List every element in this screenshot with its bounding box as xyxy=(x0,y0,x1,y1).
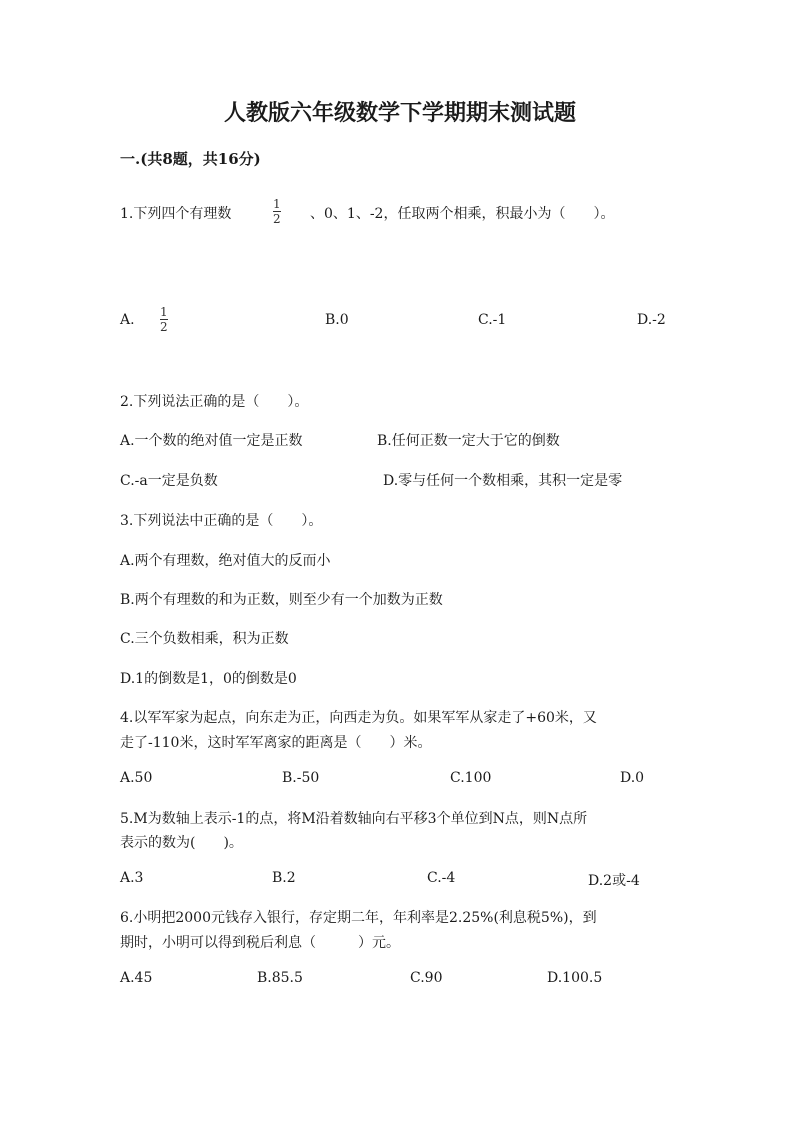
question-1-fraction xyxy=(273,198,281,226)
option-b: B.-50 xyxy=(282,770,320,786)
question-6-stem-line-2: 期时，小明可以得到税后利息（ ）元。 xyxy=(120,935,400,951)
option-d: D.100.5 xyxy=(547,970,603,986)
option-b: B.85.5 xyxy=(257,970,303,986)
page-title: 人教版六年级数学下学期期末测试题 xyxy=(223,100,576,126)
option-d: D.零与任何一个数相乘，其积一定是零 xyxy=(383,473,623,489)
option-a-letter: A. xyxy=(120,312,135,328)
option-b: B.0 xyxy=(325,312,349,328)
question-5-stem-line-1: 5.M为数轴上表示-1的点，将M沿着数轴向右平移3个单位到N点，则N点所 xyxy=(120,811,588,827)
option-a: A.一个数的绝对值一定是正数 xyxy=(120,433,303,449)
option-a: A.两个有理数，绝对值大的反而小 xyxy=(120,553,331,569)
option-c: C.100 xyxy=(450,770,492,786)
option-d: D.0 xyxy=(620,770,645,786)
option-b: B.任何正数一定大于它的倒数 xyxy=(377,433,560,449)
option-a: A.45 xyxy=(120,970,153,986)
option-c: C.90 xyxy=(410,970,443,986)
option-c: C.三个负数相乘，积为正数 xyxy=(120,631,289,647)
question-4-stem-line-2: 走了-110米，这时军军离家的距离是（ ）米。 xyxy=(120,735,432,751)
option-d: D.1的倒数是1，0的倒数是0 xyxy=(120,671,297,687)
option-b: B.2 xyxy=(272,870,296,886)
option-c: C.-1 xyxy=(478,312,507,328)
question-1-stem-prefix: 1.下列四个有理数 xyxy=(120,206,232,222)
question-3-stem: 3.下列说法中正确的是（ ）。 xyxy=(120,513,323,529)
question-2-stem: 2.下列说法正确的是（ ）。 xyxy=(120,394,309,410)
option-a: A.3 xyxy=(120,870,144,886)
option-a: A.50 xyxy=(120,770,153,786)
question-4-stem-line-1: 4.以军军家为起点，向东走为正，向西走为负。如果军军从家走了+60米，又 xyxy=(120,710,597,726)
fraction-denominator: 2 xyxy=(273,212,281,226)
section-heading: 一.(共8题，共16分) xyxy=(120,150,261,168)
option-c: C.-4 xyxy=(427,870,456,886)
question-1-stem-suffix: 、0、1、-2，任取两个相乘，积最小为（ ）。 xyxy=(310,206,615,222)
option-d: D.2或-4 xyxy=(588,873,640,889)
question-6-stem-line-1: 6.小明把2000元钱存入银行，存定期二年，年利率是2.25%(利息税5%)，到 xyxy=(120,910,597,926)
option-d: D.-2 xyxy=(637,312,666,328)
fraction-numerator: 1 xyxy=(273,197,281,211)
option-c: C.-a一定是负数 xyxy=(120,473,218,489)
fraction-numerator: 1 xyxy=(160,305,168,319)
option-b: B.两个有理数的和为正数，则至少有一个加数为正数 xyxy=(120,592,443,608)
question-5-stem-line-2: 表示的数为( )。 xyxy=(120,835,243,851)
fraction-denominator: 2 xyxy=(160,320,168,334)
option-a-fraction xyxy=(160,306,168,334)
